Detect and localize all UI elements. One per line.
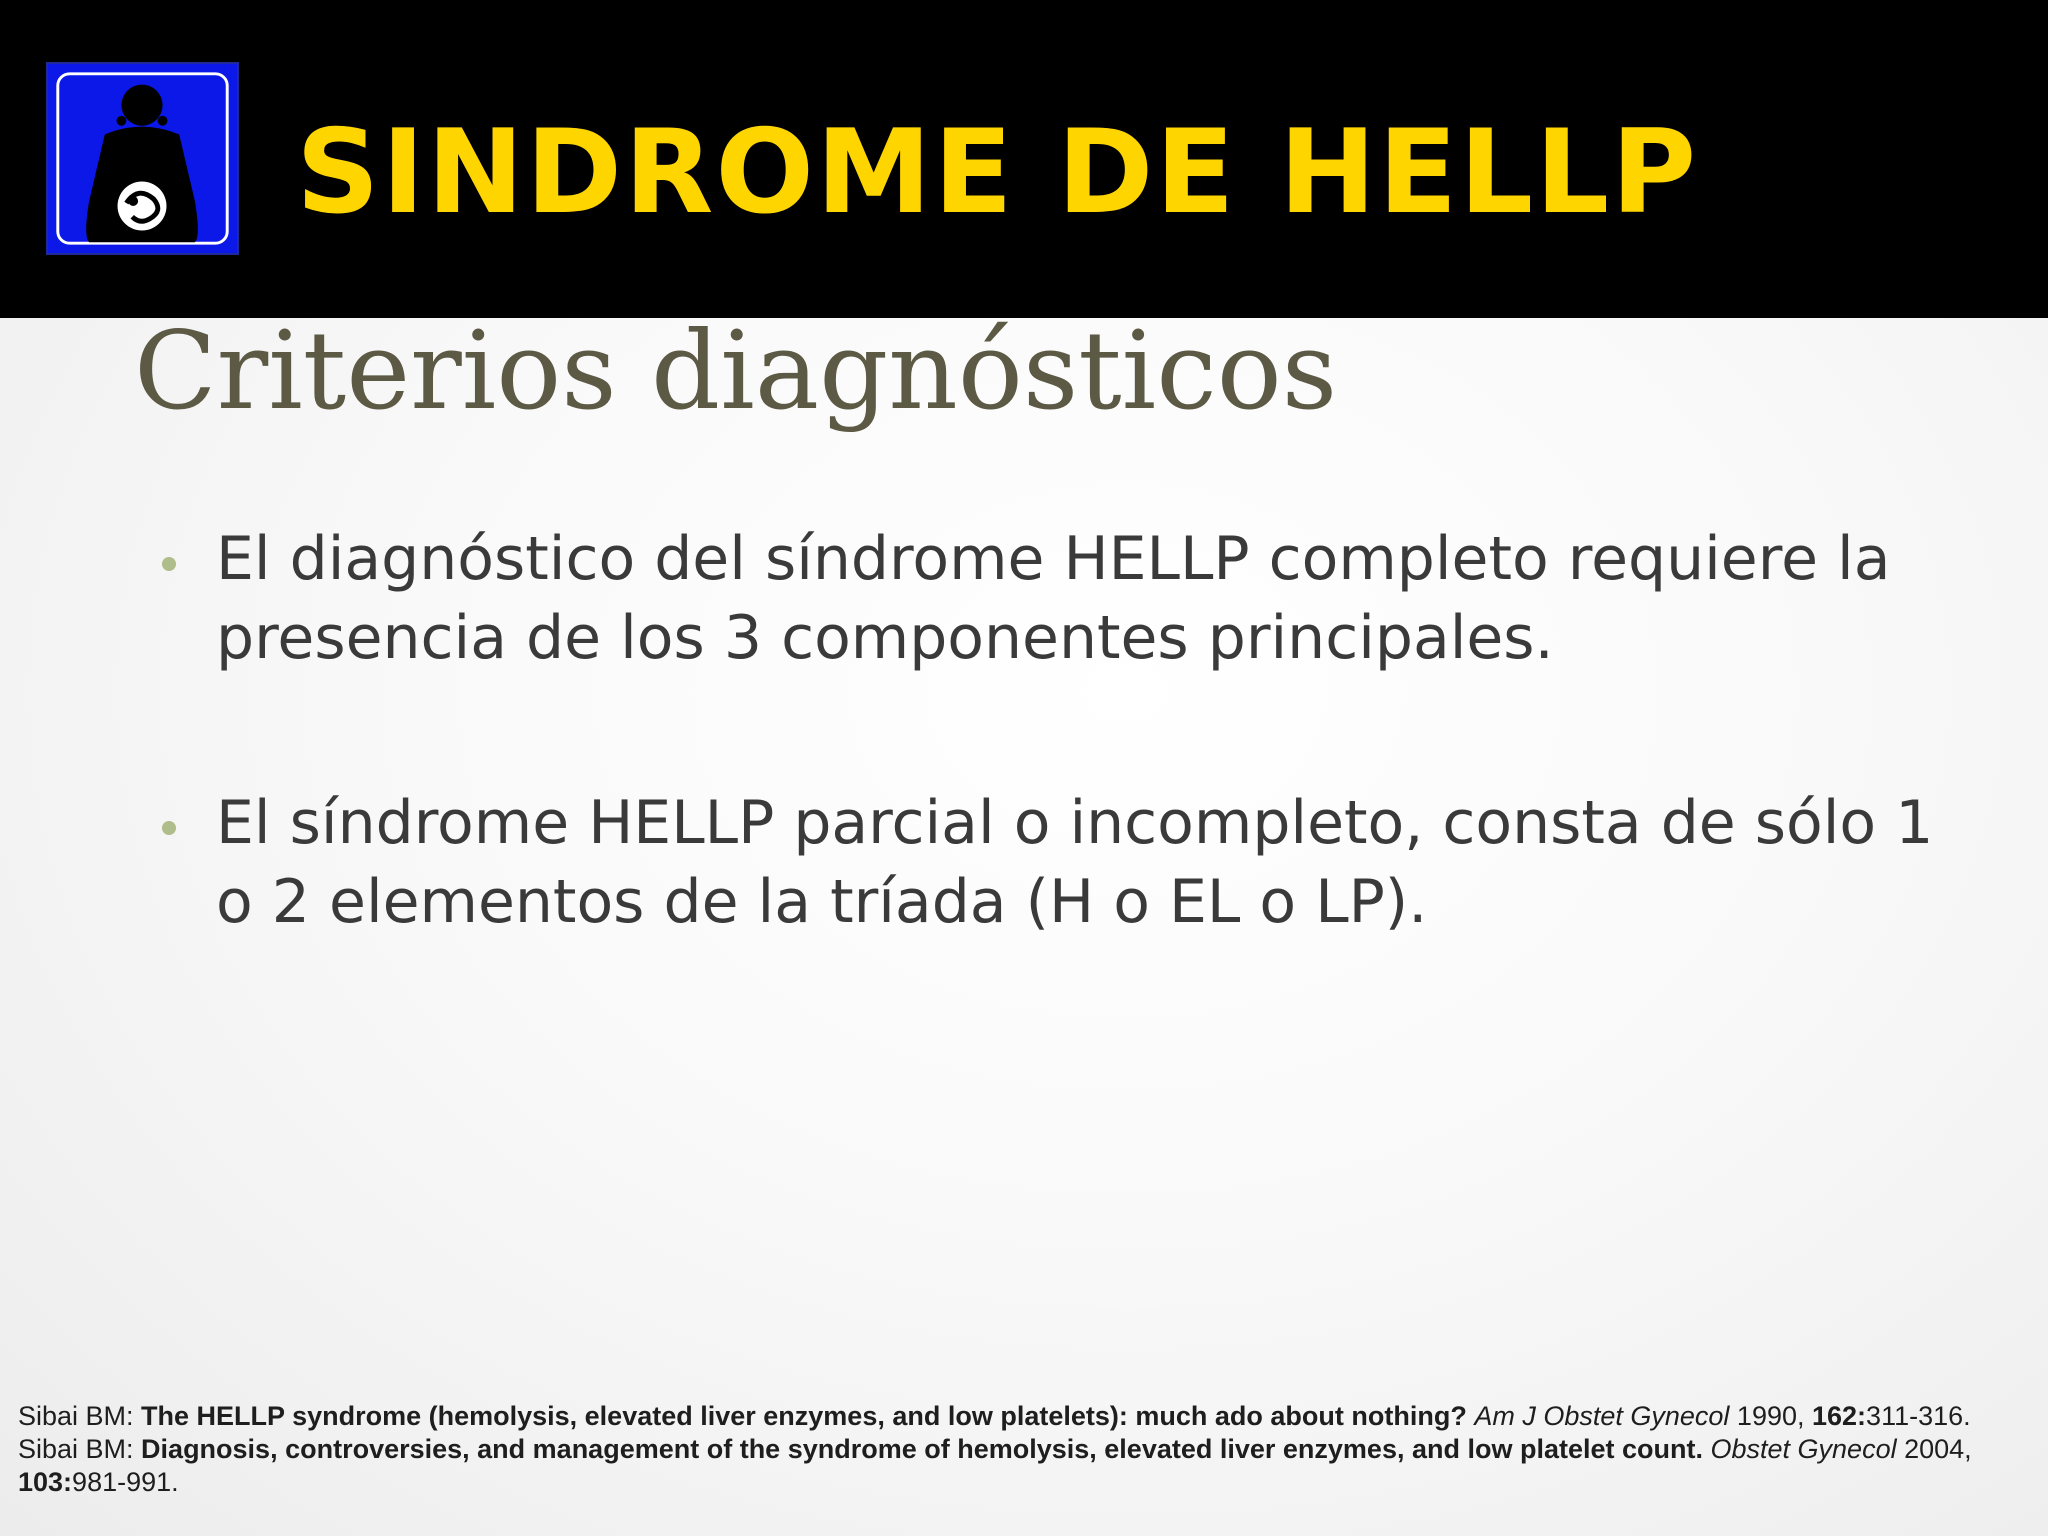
references: [18, 1400, 2028, 1499]
reference-pages: 311-316.: [1866, 1401, 1971, 1431]
reference-item: [18, 1400, 2028, 1433]
bullet-text: El síndrome HELLP parcial o incompleto, consta de sólo 1 o 2 elementos de la tríada (H o EL o LP).: [216, 788, 1934, 937]
reference-title: The HELLP syndrome (hemolysis, elevated liver enzymes, and low platelets): much ado about nothing?: [141, 1401, 1475, 1431]
pregnant-woman-icon: [46, 62, 239, 255]
bullet-item: [150, 784, 1950, 942]
reference-volume: 103:: [18, 1467, 73, 1497]
header-title: SINDROME DE HELLP: [296, 105, 1699, 240]
bullet-item: [150, 520, 1950, 678]
reference-year: 2004,: [1896, 1434, 1972, 1464]
bullet-text: El diagnóstico del síndrome HELLP completo requiere la presencia de los 3 componentes principales.: [216, 524, 1891, 673]
reference-title: Diagnosis, controversies, and management of the syndrome of hemolysis, elevated liver enzymes, and low platelet count.: [141, 1434, 1711, 1464]
bullet-dot-icon: [162, 821, 176, 835]
reference-author: Sibai BM:: [18, 1434, 142, 1464]
reference-journal: Obstet Gynecol: [1710, 1434, 1897, 1464]
slide-title: Criterios diagnósticos: [134, 309, 1338, 434]
reference-author: Sibai BM:: [18, 1401, 142, 1431]
bullet-dot-icon: [162, 557, 176, 571]
header-bar: [0, 0, 2048, 318]
reference-pages: 981-991.: [72, 1467, 179, 1497]
reference-volume: 162:: [1812, 1401, 1867, 1431]
reference-year: 1990,: [1729, 1401, 1812, 1431]
reference-journal: Am J Obstet Gynecol: [1474, 1401, 1730, 1431]
reference-item: [18, 1433, 2028, 1499]
bullet-list: [150, 520, 1950, 942]
logo-graphic: [48, 64, 237, 253]
